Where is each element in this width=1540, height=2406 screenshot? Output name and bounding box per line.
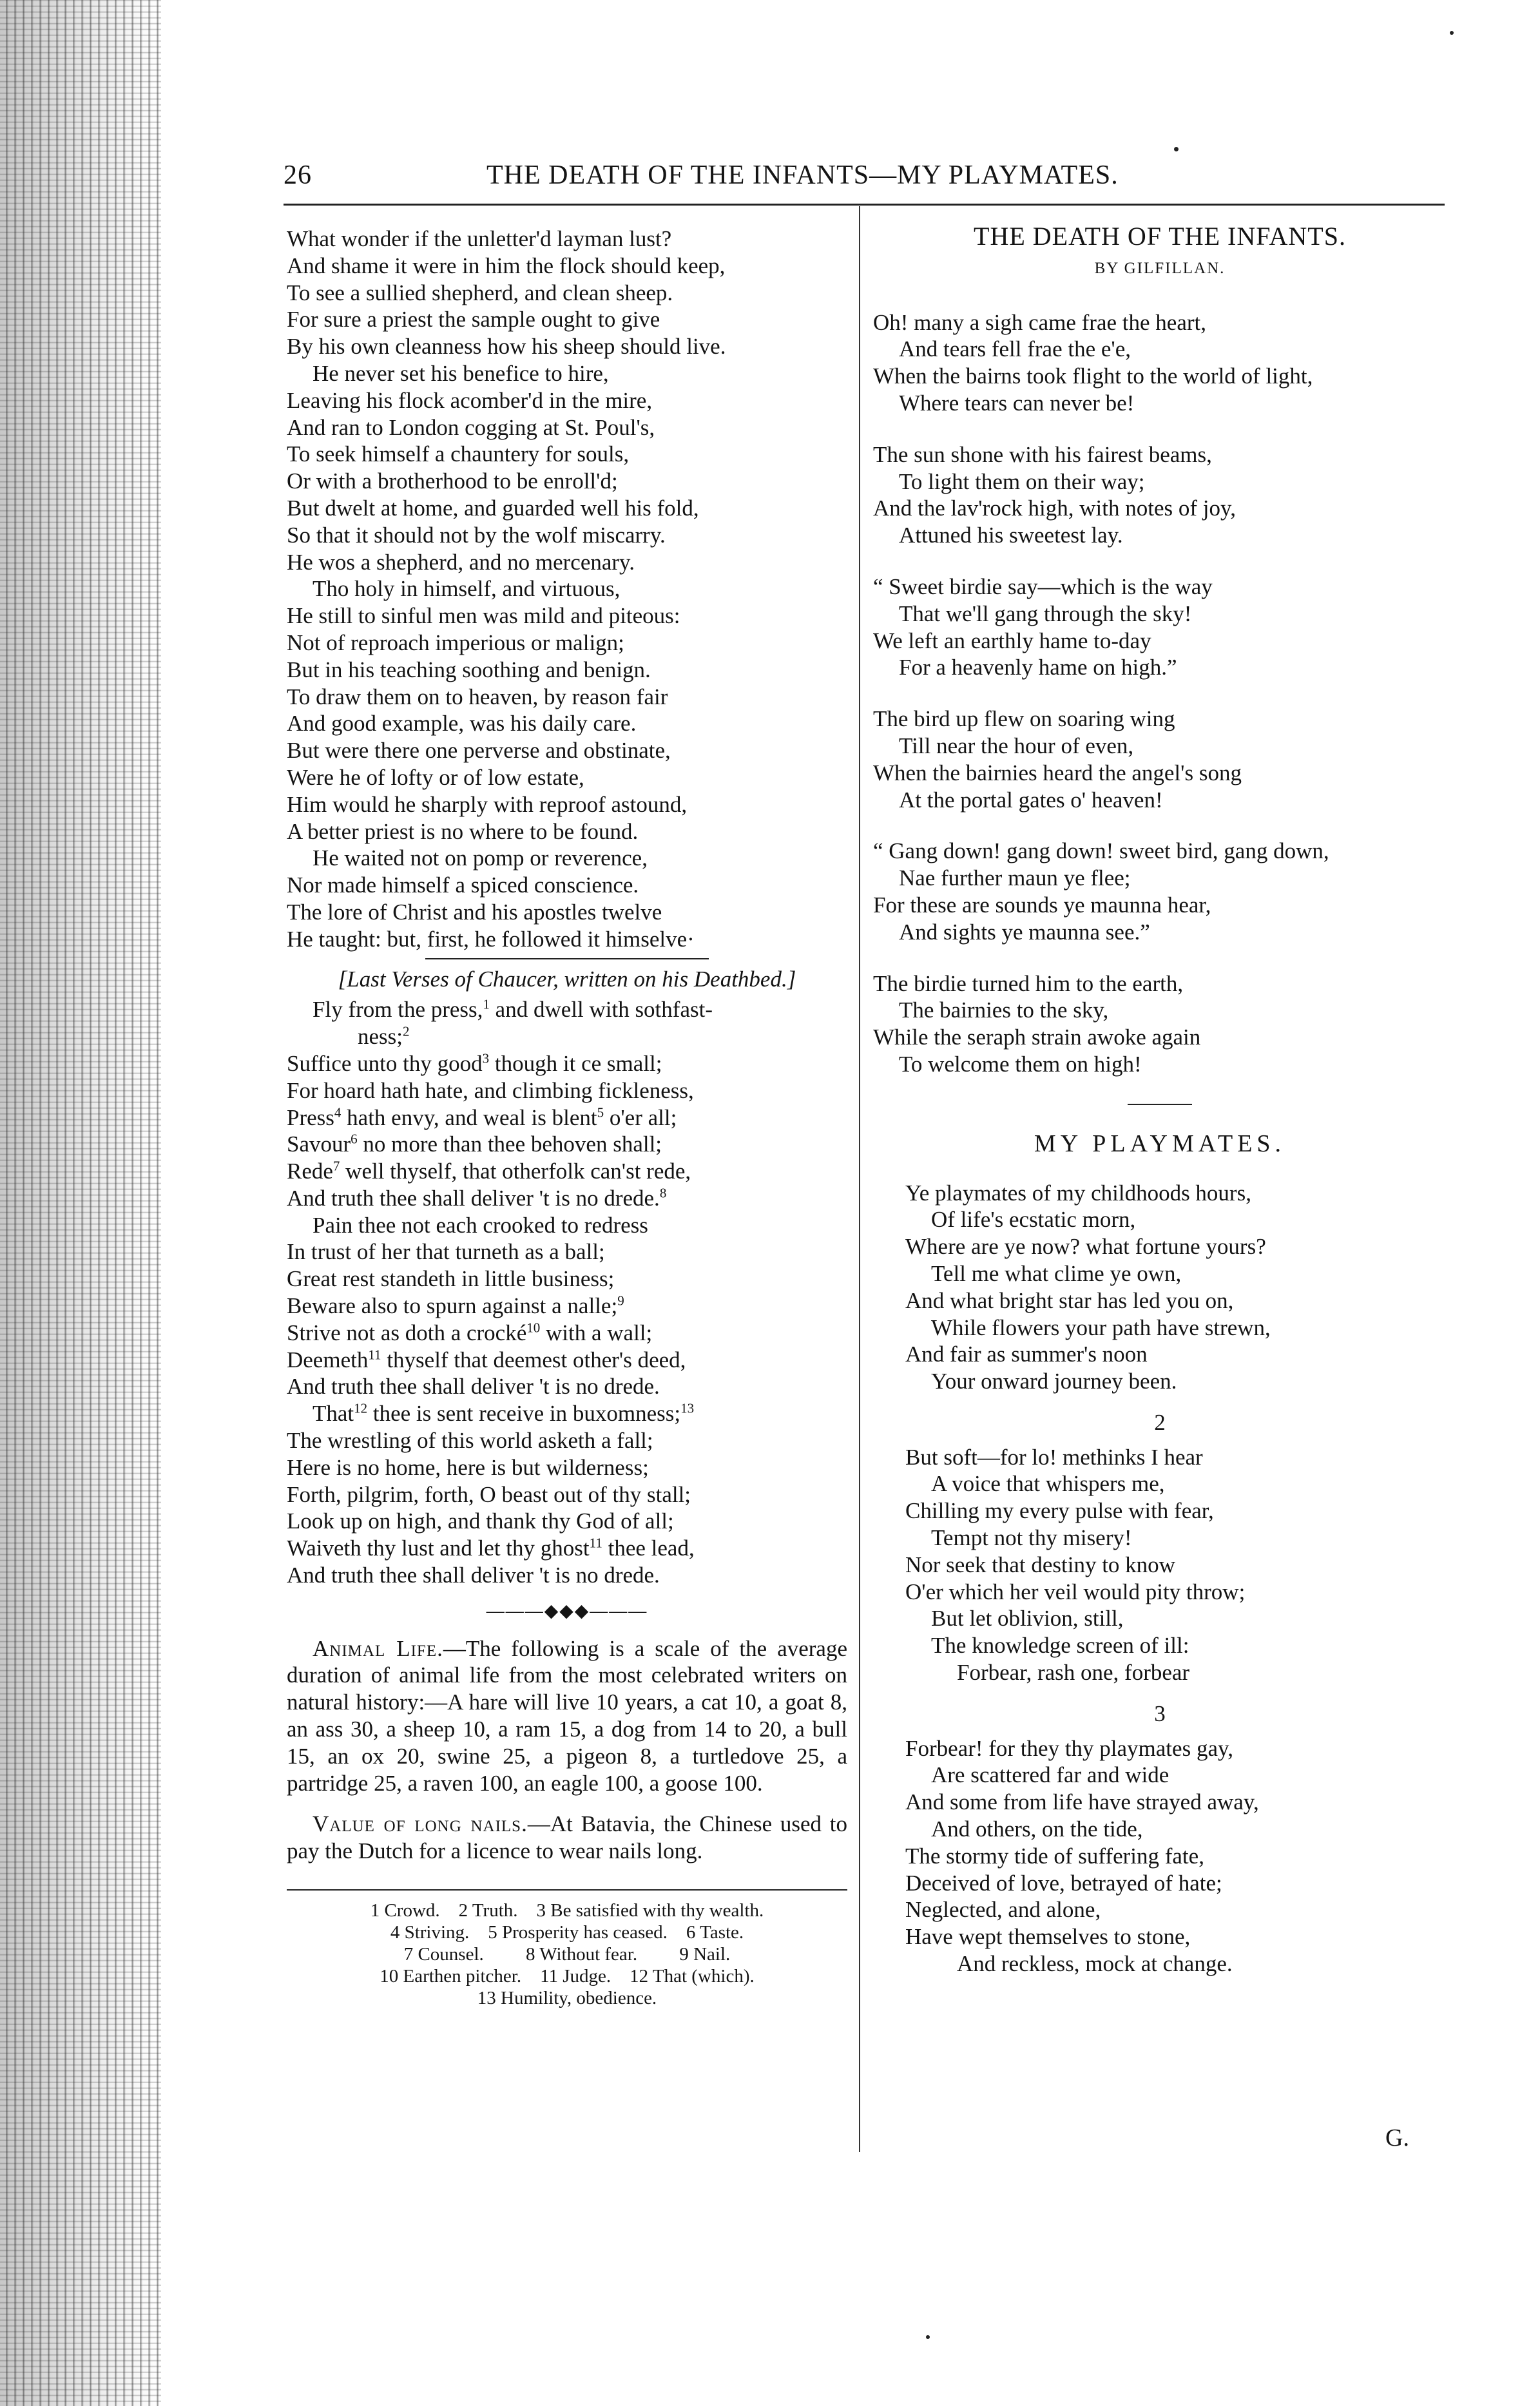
footnote-line: 13 Humility, obedience. (477, 1988, 657, 2009)
poem-line: O'er which her veil would pity throw; (905, 1579, 1246, 1604)
header-rule (284, 204, 1445, 206)
my-playmates-title: MY PLAYMATES. (1034, 1130, 1286, 1157)
poem-line: By his own cleanness how his sheep should live. (287, 334, 726, 360)
poem-line: Tell me what clime ye own, (931, 1260, 1182, 1286)
poem-line: “ Gang down! gang down! sweet bird, gang down, (873, 838, 1329, 864)
stanza (873, 441, 1447, 549)
ornament-divider: ———◆◆◆——— (486, 1601, 648, 1621)
verse-line: Beware also to spurn against a nalle;$^9$ (287, 1293, 624, 1319)
chaucer-deathbed-verses (287, 996, 847, 1589)
poem-line: That we'll gang through the sky! (899, 601, 1192, 626)
poem-line: Your onward journey been. (931, 1369, 1177, 1394)
poem-line: Have wept themselves to stone, (905, 1924, 1191, 1950)
verse-line: ness;$^2$ (358, 1023, 410, 1050)
section-divider (425, 958, 709, 959)
poem-line: And ran to London cogging at St. Poul's, (287, 414, 655, 440)
poem-line: A voice that whispers me, (931, 1471, 1165, 1497)
poem-line: For sure a priest the sample ought to give (287, 307, 660, 332)
animal-life-text: —The following is a scale of the average duration of animal life from the most celebrated writers on natural history:—A hare will live 10 years, a cat 10, a goat 8, an ass 30, a sheep 10, a ram 15, a dog from 14 to 20, a bull 15, an ox 20, swine 25, a pigeon 8, a turtledove 25, a partridge 25, a raven 100, an eagle 100, a goose 100. (287, 1635, 847, 1796)
verse-line: And truth thee shall deliver 't is no drede. (287, 1374, 660, 1400)
poem-line: Nae further maun ye flee; (899, 865, 1131, 891)
death-of-infants-byline: BY GILFILLAN. (1094, 259, 1226, 277)
poem-line: And what bright star has led you on, (905, 1287, 1234, 1313)
poem-line: And sights ye maunna see.” (899, 919, 1150, 945)
verse-line: Here is no home, here is but wilderness; (287, 1454, 649, 1480)
column-rule (859, 206, 860, 2152)
poem-line: And tears fell frae the e'e, (899, 336, 1131, 362)
poem-divider (1128, 1104, 1192, 1105)
verse-line: And truth thee shall deliver 't is no drede.$^8$ (287, 1185, 667, 1211)
poem-line: The sun shone with his fairest beams, (873, 441, 1212, 467)
signature: G. (1385, 2124, 1409, 2151)
long-nails-text: —At Batavia, the Chinese used to pay the Dutch for a licence to wear nails long. (287, 1811, 847, 1864)
poem-line: For these are sounds ye maunna hear, (873, 892, 1211, 918)
poem-line: The birdie turned him to the earth, (873, 970, 1184, 996)
footnote-line: 7 Counsel. 8 Without fear. 9 Nail. (403, 1944, 731, 1965)
verse-line: The wrestling of this world asketh a fall; (287, 1428, 653, 1454)
stanza-number: 2 (1154, 1409, 1166, 1435)
poem-line: The knowledge screen of ill: (931, 1633, 1189, 1659)
poem-line: But dwelt at home, and guarded well his fold, (287, 495, 699, 521)
stanza (873, 573, 1447, 681)
verse-line: Rede$^7$ well thyself, that otherfolk can'st rede, (287, 1158, 691, 1184)
footnote-rule (287, 1889, 847, 1891)
poem-line: Ye playmates of my childhoods hours, (905, 1180, 1251, 1206)
poem-line: To see a sullied shepherd, and clean sheep. (287, 280, 673, 305)
poem-line: And others, on the tide, (931, 1816, 1143, 1842)
poem-line: Neglected, and alone, (905, 1897, 1101, 1923)
verse-line: Suffice unto thy good$^3$ though it ce small; (287, 1050, 662, 1076)
poem-line: While flowers your path have strewn, (931, 1314, 1271, 1340)
poem-line: Where are ye now? what fortune yours? (905, 1234, 1266, 1260)
verse-line: Pain thee not each crooked to redress (313, 1212, 648, 1238)
footnote-line: 4 Striving. 5 Prosperity has ceased. 6 Taste. (390, 1922, 744, 1943)
poem-line: For a heavenly hame on high.” (899, 655, 1177, 680)
verse-line: Deemeth$^{11}$ thyself that deemest other's deed, (287, 1347, 686, 1372)
print-speck (1174, 147, 1179, 151)
verse-line: Waiveth thy lust and let thy ghost$^{11}$ thee lead, (287, 1535, 695, 1561)
poem-line: But let oblivion, still, (931, 1606, 1124, 1631)
poem-line: To seek himself a chauntery for souls, (287, 441, 630, 467)
poem-line: To draw them on to heaven, by reason fair (287, 684, 668, 709)
poem-line: We left an earthly hame to-day (873, 628, 1151, 653)
footnote-line: 1 Crowd. 2 Truth. 3 Be satisfied with thy wealth. (370, 1900, 764, 1921)
verse-line: In trust of her that turneth as a ball; (287, 1239, 605, 1265)
poem-line: The bairnies to the sky, (899, 997, 1109, 1023)
verse-line: That$^{12}$ thee is sent receive in buxomness;$^{13}$ (313, 1400, 695, 1427)
chaucer-heading: [Last Verses of Chaucer, written on his Deathbed.] (338, 966, 796, 992)
verse-line: Press$^4$ hath envy, and weal is blent$^5$ o'er all; (287, 1104, 677, 1130)
stanza (873, 309, 1447, 417)
poem-line: He still to sinful men was mild and piteous: (287, 603, 680, 629)
poem-line: Tho holy in himself, and virtuous, (313, 576, 621, 602)
poem-line: Attuned his sweetest lay. (899, 523, 1123, 548)
poem-line: A better priest is no where to be found. (287, 818, 639, 844)
animal-life-article (287, 1635, 847, 1797)
death-of-infants-title: THE DEATH OF THE INFANTS. (974, 222, 1346, 251)
long-nails-article (287, 1811, 847, 1865)
animal-life-title: Animal Life. (313, 1635, 443, 1661)
poem-line: And reckless, mock at change. (957, 1951, 1233, 1977)
poem-line: Tempt not thy misery! (931, 1525, 1132, 1551)
right-column (873, 223, 1447, 1978)
poem-line: Oh! many a sigh came frae the heart, (873, 309, 1206, 335)
poem-line: Nor made himself a spiced conscience. (287, 872, 639, 898)
poem-line: And the lav'rock high, with notes of joy, (873, 496, 1236, 521)
poem-line: He wos a shepherd, and no mercenary. (287, 549, 635, 575)
poem-line: Of life's ecstatic morn, (931, 1207, 1136, 1233)
poem-line: Chilling my every pulse with fear, (905, 1498, 1214, 1524)
stanza (905, 1409, 1447, 1686)
print-speck (926, 2335, 930, 2339)
poem-line: Where tears can never be! (899, 390, 1135, 416)
poem-line: He waited not on pomp or reverence, (313, 845, 648, 871)
poem-line: But soft—for lo! methinks I hear (905, 1444, 1203, 1470)
poem-line: Forbear, rash one, forbear (957, 1660, 1190, 1686)
poem-line: And good example, was his daily care. (287, 711, 637, 736)
book-binding-edge (0, 0, 161, 2406)
poem-line: Leaving his flock acomber'd in the mire, (287, 387, 653, 413)
print-speck (1450, 31, 1454, 35)
poem-line: He taught: but, first, he followed it himselve· (287, 926, 695, 952)
poem-line: To light them on their way; (899, 468, 1145, 494)
poem-line: Him would he sharply with reproof astound, (287, 791, 688, 817)
poem-line: Not of reproach imperious or malign; (287, 630, 624, 655)
verse-line: Strive not as doth a crocké$^{10}$ with a wall; (287, 1320, 653, 1345)
running-header (284, 160, 1443, 198)
poem-line: Nor seek that destiny to know (905, 1552, 1175, 1577)
poem-line: Till near the hour of even, (899, 733, 1134, 758)
poem-line: To welcome them on high! (899, 1051, 1142, 1077)
poem-line: “ Sweet birdie say—which is the way (873, 573, 1213, 599)
running-title: THE DEATH OF THE INFANTS—MY PLAYMATES. (486, 160, 1119, 190)
footnote-line: 10 Earthen pitcher. 11 Judge. 12 That (which). (380, 1966, 755, 1987)
poem-line: But in his teaching soothing and benign. (287, 657, 651, 682)
poem-line: Were he of lofty or of low estate, (287, 764, 584, 790)
verse-line: Look up on high, and thank thy God of all; (287, 1508, 674, 1534)
poem-line: But were there one perverse and obstinate, (287, 738, 671, 764)
stanza-number: 3 (1154, 1700, 1166, 1726)
poem-line: The bird up flew on soaring wing (873, 706, 1175, 732)
death-of-infants-poem (873, 309, 1447, 1078)
poem-line: Deceived of love, betrayed of hate; (905, 1870, 1222, 1896)
poem-line: When the bairnies heard the angel's song (873, 760, 1242, 785)
stanza (905, 1700, 1447, 1978)
verse-line: For hoard hath hate, and climbing fickleness, (287, 1077, 694, 1103)
stanza (873, 706, 1447, 813)
page-number: 26 (284, 160, 312, 190)
poem-line: What wonder if the unletter'd layman lust? (287, 226, 672, 251)
footnotes (287, 1900, 847, 2009)
left-column (287, 226, 847, 2009)
poem-line: And some from life have strayed away, (905, 1789, 1259, 1815)
verse-line: Fly from the press,$^1$ and dwell with sothfast- (313, 996, 713, 1023)
poem-line: So that it should not by the wolf miscarry. (287, 522, 666, 548)
my-playmates-poem (873, 1180, 1447, 1978)
long-nails-title: Value of long nails. (313, 1811, 528, 1837)
verse-line: And truth thee shall deliver 't is no drede. (287, 1563, 660, 1588)
verse-line: Great rest standeth in little business; (287, 1266, 615, 1292)
poem-line: At the portal gates o' heaven! (899, 787, 1163, 813)
poem-line: He never set his benefice to hire, (313, 360, 609, 386)
verse-line: Forth, pilgrim, forth, O beast out of thy stall; (287, 1481, 691, 1507)
verse-line: Savour$^6$ no more than thee behoven shall; (287, 1131, 662, 1157)
chaucer-parson-verses (287, 226, 847, 953)
poem-line: And fair as summer's noon (905, 1342, 1148, 1367)
poem-line: While the seraph strain awoke again (873, 1025, 1201, 1050)
poem-line: And shame it were in him the flock should keep, (287, 253, 726, 278)
stanza (873, 970, 1447, 1078)
poem-line: Forbear! for they thy playmates gay, (905, 1735, 1233, 1761)
poem-line: The stormy tide of suffering fate, (905, 1843, 1204, 1869)
stanza (873, 838, 1447, 945)
poem-line: Or with a brotherhood to be enroll'd; (287, 468, 618, 494)
poem-line: Are scattered far and wide (931, 1762, 1169, 1788)
stanza (905, 1180, 1447, 1395)
poem-line: The lore of Christ and his apostles twelve (287, 899, 662, 925)
poem-line: When the bairns took flight to the world of light, (873, 363, 1313, 389)
